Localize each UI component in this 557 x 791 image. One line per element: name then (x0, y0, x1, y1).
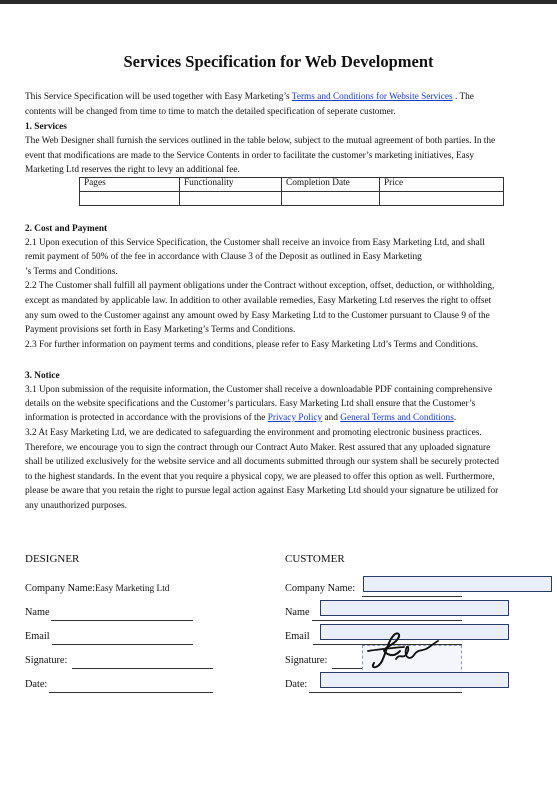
table-header-price: Price (380, 178, 504, 192)
customer-heading: CUSTOMER (285, 553, 345, 565)
notice-line: any unauthorized purposes. (25, 501, 127, 511)
customer-signature-label: Signature: (285, 655, 328, 666)
cost-line: except as mandated by applicable law. In addition to other available remedies, Easy Marketing Ltd reserves the right to offset (25, 296, 492, 306)
designer-email-label: Email (25, 631, 50, 642)
designer-company-row (25, 583, 169, 594)
customer-company-label: Company Name: (285, 583, 356, 594)
customer-company-input[interactable] (363, 576, 552, 592)
services-table (79, 177, 504, 206)
notice-line: details on the website specifications and the Customer’s particulars. Easy Marketing Ltd shall ensure that the Customer’s (25, 399, 476, 409)
designer-email-line[interactable] (52, 644, 193, 645)
notice-line: shall be utilized exclusively for the website service and all documents submitted through our system shall be securely protected (25, 457, 500, 467)
notice-line-links (25, 411, 456, 426)
designer-name-label: Name (25, 607, 50, 618)
document-title: Services Specification for Web Development (123, 52, 434, 71)
cost-line: remit payment of 50% of the fee in accordance with Clause 3 of the Deposit as outlined in Easy Marketing (25, 252, 422, 262)
cost-line: 2.3 For further information on payment terms and conditions, please refer to Easy Marketing Ltd’s Terms and Conditions. (25, 340, 479, 350)
intro-text-end: . The (452, 92, 474, 102)
designer-signature-label: Signature: (25, 655, 68, 666)
notice-line: please be aware that you retain the right to pursue legal action against Easy Marketing Ltd should your signature be utilized for (25, 486, 499, 496)
table-header-completion-date: Completion Date (282, 178, 380, 192)
notice-heading: 3. Notice (25, 371, 60, 381)
notice-text: . (453, 413, 457, 423)
table-header-row (80, 178, 504, 192)
notice-line: 3.1 Upon submission of the requisite information, the Customer shall receive a downloadable PDF containing comprehensive (25, 385, 493, 395)
top-bar (0, 0, 557, 4)
notice-line: Therefore, we encourage you to sign the contract through our Contract Auto Maker. Rest assured that any uploaded signature (25, 443, 491, 453)
customer-name-line (312, 620, 462, 621)
designer-name-line[interactable] (51, 620, 193, 621)
table-cell[interactable] (282, 192, 380, 206)
customer-email-label: Email (285, 631, 310, 642)
designer-heading: DESIGNER (25, 553, 80, 565)
handwritten-signature (366, 629, 442, 671)
notice-text: and (322, 413, 341, 423)
cost-line: Payment provisions set forth in Easy Marketing’s Terms and Conditions. (25, 325, 296, 335)
designer-signature-line[interactable] (72, 668, 213, 669)
customer-name-label: Name (285, 607, 310, 618)
cost-line: 2.2 The Customer shall fulfill all payment obligations under the Contract without exception, offset, deduction, or withholding, (25, 281, 495, 291)
notice-line: to the highest standards. In the event that you require a physical copy, we are pleased to offer this option as well. Furthermore, (25, 472, 495, 482)
privacy-policy-link[interactable]: Privacy Policy (267, 413, 323, 423)
services-line-1: The Web Designer shall furnish the services outlined in the table below, subject to the mutual agreement of both parties. In the (25, 136, 496, 146)
table-cell[interactable] (380, 192, 504, 206)
customer-date-line (309, 692, 462, 693)
designer-date-line[interactable] (49, 692, 213, 693)
designer-company-value: Easy Marketing Ltd (95, 584, 170, 594)
services-line-2: event that modifications are made to the Service Contents in order to facilitate the customer’s marketing initiatives, Easy (25, 151, 475, 161)
cost-line: any sum owed to the Customer against any amount owed by Easy Marketing Ltd to the Customer pursuant to Clause 9 of the (25, 311, 490, 321)
customer-date-label: Date: (285, 679, 308, 690)
cost-heading: 2. Cost and Payment (25, 224, 108, 234)
terms-website-services-link[interactable]: Terms and Conditions for Website Services (291, 92, 453, 102)
intro-text: This Service Specification will be used together with Easy Marketing’s (25, 92, 292, 102)
notice-text: information is protected in accordance with the provisions of the (25, 413, 268, 423)
intro-line-1 (25, 90, 474, 105)
cost-line: 2.1 Upon execution of this Service Specification, the Customer shall receive an invoice from Easy Marketing Ltd, and shall (25, 238, 485, 248)
customer-company-line (362, 596, 462, 597)
customer-name-input[interactable] (320, 600, 509, 616)
table-header-pages: Pages (80, 178, 180, 192)
customer-date-input[interactable] (320, 672, 509, 688)
notice-line: 3.2 At Easy Marketing Ltd, we are dedicated to safeguarding the environment and promoting electronic business practices. (25, 428, 482, 438)
cost-line: ’s Terms and Conditions. (25, 267, 118, 277)
services-line-3: Marketing Ltd reserves the right to levy an additional fee. (25, 165, 240, 175)
table-cell[interactable] (80, 192, 180, 206)
table-row (80, 192, 504, 206)
table-header-functionality: Functionality (180, 178, 282, 192)
table-cell[interactable] (180, 192, 282, 206)
designer-date-label: Date: (25, 679, 48, 690)
services-heading: 1. Services (25, 122, 67, 132)
intro-line-2: contents will be changed from time to time to match the detailed specification of seperate customer. (25, 107, 396, 117)
designer-company-label: Company Name: (25, 583, 96, 594)
general-terms-link[interactable]: General Terms and Conditions (340, 413, 454, 423)
